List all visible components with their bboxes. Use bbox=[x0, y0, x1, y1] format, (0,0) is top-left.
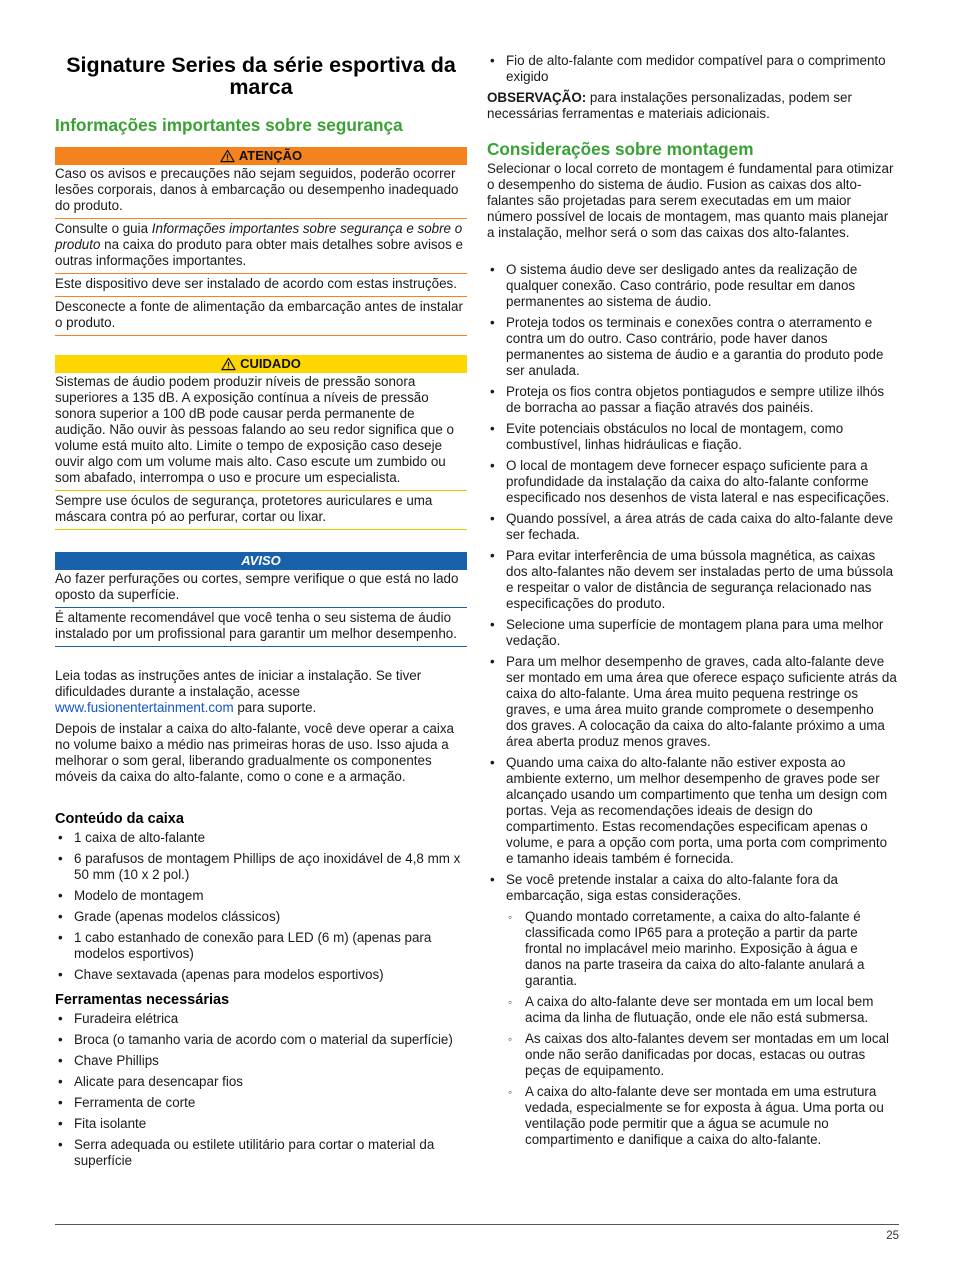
sub-list-item: ◦ A caixa do alto-falante deve ser montada em uma estrutura vedada, especialmente se for exposta à água. Uma porta ou ventilação pode permitir que a água se acumule no compartimento e danifique a caixa do alto-falante. bbox=[506, 1084, 897, 1148]
warning-item: Caso os avisos e precauções não sejam seguidos, poderão ocorrer lesões corporais, danos à embarcação ou desempenho inadequado do produto. bbox=[55, 165, 467, 219]
tools-section bbox=[55, 992, 467, 1174]
list-item: • Chave sextavada (apenas para modelos esportivos) bbox=[55, 967, 467, 983]
list-item: • Quando uma caixa do alto-falante não estiver exposta ao ambiente externo, um melhor desempenho de graves pode ser alcançado usando um compartimento que tenha um design com portas. Veja as recomendações ideais de design do compartimento. Estas recomendações especificam apenas o volume, e para a opção com porta, uma porta com comprimento e tamanho ideais também é fornecida. bbox=[487, 755, 897, 867]
tools-list-continued bbox=[487, 53, 897, 90]
list-item: • Evite potenciais obstáculos no local de montagem, como combustível, linhas hidráulicas e fiação. bbox=[487, 421, 897, 453]
sub-list-item: ◦ Quando montado corretamente, a caixa do alto-falante é classificada como IP65 para a proteção a partir da parte frontal no implacável meio marinho. Exposição à água e danos na parte traseira da caixa do alto-falante anulará a garantia. bbox=[506, 909, 897, 989]
list-item: • Fio de alto-falante com medidor compatível para o comprimento exigido bbox=[487, 53, 897, 85]
warning-bar bbox=[55, 147, 467, 165]
list-item: • Para um melhor desempenho de graves, cada alto-falante deve ser montado em uma área que oferece espaço suficiente atrás da caixa do alto-falante. Uma área muito pequena restringe os graves, e uma área muito grande compromete o desempenho dos graves. A colocação da caixa do alto-falante próximo a uma área aberta produz menos graves. bbox=[487, 654, 897, 750]
sub-list-item: ◦ As caixas dos alto-falantes devem ser montadas em um local onde não serão danificadas por docas, estacas ou outras peças de equipamento. bbox=[506, 1031, 897, 1079]
list-item: • Fita isolante bbox=[55, 1116, 467, 1132]
mounting-heading: Considerações sobre montagem bbox=[487, 139, 754, 159]
mounting-intro: Selecionar o local correto de montagem é fundamental para otimizar o desempenho do sistema de áudio. Fusion as caixas dos alto-falantes são projetadas para serem executadas em um maior número possível de locais de montagem, mas quanto mais planejar a instalação, melhor será o som das caixas dos alto-falantes. bbox=[487, 161, 894, 240]
list-item: • 6 parafusos de montagem Phillips de aço inoxidável de 4,8 mm x 50 mm (10 x 2 pol.) bbox=[55, 851, 467, 883]
list-item: • Grade (apenas modelos clássicos) bbox=[55, 909, 467, 925]
list-item: • Chave Phillips bbox=[55, 1053, 467, 1069]
notice-box bbox=[55, 552, 467, 647]
list-item: • Serra adequada ou estilete utilitário para cortar o material da superfície bbox=[55, 1137, 467, 1169]
tools-list bbox=[55, 1011, 467, 1169]
list-item: • 1 caixa de alto-falante bbox=[55, 830, 467, 846]
caution-box bbox=[55, 355, 467, 530]
caution-label: CUIDADO bbox=[240, 356, 301, 371]
support-link[interactable]: www.fusionentertainment.com bbox=[55, 700, 234, 715]
mounting-list bbox=[487, 262, 897, 1153]
tools-heading: Ferramentas necessárias bbox=[55, 992, 230, 1008]
break-in-paragraph: Depois de instalar a caixa do alto-falante, você deve operar a caixa no volume baixo a médio nas primeiras horas de uso. Isso ajuda a melhorar o som geral, liberando gradualmente os componentes móveis da caixa do alto-falante, como o cone e a armação. bbox=[55, 721, 454, 784]
list-item: • O local de montagem deve fornecer espaço suficiente para a profundidade da instalação da caixa do alto-falante conforme especificado nos desenhos de vista lateral e nas especificações. bbox=[487, 458, 897, 506]
list-item: • Se você pretende instalar a caixa do alto-falante fora da embarcação, siga estas considerações. ◦ Quando montado corretamente, a caixa do alto-falante é classificada como IP65 para a proteção a partir da parte frontal no implacável meio marinho. Exposição à água e danos na parte traseira da caixa do alto-falante anulará a garantia. ◦ A caixa do alto-falante deve ser montada em um local bem acima da linha de flutuação, onde ele não está submersa. ◦ As caixas dos alto-falantes devem ser montadas em um local onde não serão danificadas por docas, estacas ou outras peças de equipamento. ◦ A caixa do alto-falante deve ser montada em uma estrutura vedada, especialmente se for exposta à água. Uma porta ou ventilação pode permitir que a água se acumule no compartimento e danifique a caixa do alto-falante. bbox=[487, 872, 897, 1148]
caution-item: Sistemas de áudio podem produzir níveis de pressão sonora superiores a 135 dB. A exposição contínua a níveis de pressão sonora superior a 100 dB pode causar perda permanente de audição. Não ouvir às pessoas falando ao seu redor significa que o volume está muito alto. Limite o tempo de exposição caso deseje ouvir algo com um volume mais alto. Caso escute um zumbido ou som abafado, interrompa o uso e procure um especialista. bbox=[55, 373, 467, 491]
list-item: • Broca (o tamanho varia de acordo com o material da superfície) bbox=[55, 1032, 467, 1048]
list-item: • O sistema áudio deve ser desligado antes da realização de qualquer conexão. Caso contrário, pode resultar em danos permanentes ao sistema de áudio. bbox=[487, 262, 897, 310]
warning-box bbox=[55, 147, 467, 336]
tools-note: OBSERVAÇÃO: para instalações personalizadas, podem ser necessárias ferramentas e materiais adicionais. bbox=[487, 90, 852, 121]
box-contents-heading: Conteúdo da caixa bbox=[55, 811, 184, 827]
list-item: • Proteja os fios contra objetos pontiagudos e sempre utilize ilhós de borracha ao passar a fiação através dos painéis. bbox=[487, 384, 897, 416]
intro-paragraph: Leia todas as instruções antes de iniciar a instalação. Se tiver dificuldades durante a instalação, acesse www.fusionentertainment.com para suporte. bbox=[55, 668, 422, 715]
warning-item: Consulte o guia Informações importantes sobre segurança e sobre o produto na caixa do produto para obter mais detalhes sobre avisos e outras informações importantes. bbox=[55, 219, 467, 274]
warning-label: ATENÇÃO bbox=[238, 148, 303, 163]
footer-divider bbox=[55, 1224, 899, 1225]
safety-heading: Informações importantes sobre segurança bbox=[55, 115, 403, 135]
list-item: • Ferramenta de corte bbox=[55, 1095, 467, 1111]
list-item: • Para evitar interferência de uma bússola magnética, as caixas dos alto-falantes não devem ser instaladas perto de uma bússola e respeitar o valor de distância de segurança relacionado nas especificações do produto. bbox=[487, 548, 897, 612]
guide-title: Informações importantes sobre segurança e sobre o produto bbox=[55, 221, 463, 252]
notice-item: Ao fazer perfurações ou cortes, sempre verifique o que está no lado oposto da superfície. bbox=[55, 570, 467, 608]
sub-list-item: ◦ A caixa do alto-falante deve ser montada em um local bem acima da linha de flutuação, onde ele não está submersa. bbox=[506, 994, 897, 1026]
warning-item: Desconecte a fonte de alimentação da embarcação antes de instalar o produto. bbox=[55, 297, 467, 336]
page-number: 25 bbox=[886, 1230, 899, 1242]
notice-bar: AVISO bbox=[55, 552, 467, 570]
warning-item: Este dispositivo deve ser instalado de acordo com estas instruções. bbox=[55, 274, 467, 297]
caution-item: Sempre use óculos de segurança, protetores auriculares e uma máscara contra pó ao perfurar, cortar ou lixar. bbox=[55, 491, 467, 530]
list-item: • Modelo de montagem bbox=[55, 888, 467, 904]
document-title: Signature Series da série esportiva da marca bbox=[66, 53, 456, 99]
outdoor-sublist bbox=[506, 909, 897, 1148]
list-item: • Furadeira elétrica bbox=[55, 1011, 467, 1027]
list-item: • Proteja todos os terminais e conexões contra o aterramento e contra um do outro. Caso contrário, pode haver danos permanentes ao sistema de áudio e a garantia do produto pode ser anulada. bbox=[487, 315, 897, 379]
list-item: • Alicate para desencapar fios bbox=[55, 1074, 467, 1090]
list-item: • Quando possível, a área atrás de cada caixa do alto-falante deve ser fechada. bbox=[487, 511, 897, 543]
caution-bar bbox=[55, 355, 467, 373]
warning-triangle-icon bbox=[220, 149, 235, 163]
caution-triangle-icon bbox=[221, 357, 236, 371]
list-item: • Selecione uma superfície de montagem plana para uma melhor vedação. bbox=[487, 617, 897, 649]
box-contents-section bbox=[55, 811, 467, 988]
box-contents-list bbox=[55, 830, 467, 983]
note-label: OBSERVAÇÃO: bbox=[487, 90, 587, 105]
notice-item: É altamente recomendável que você tenha o seu sistema de áudio instalado por um profissional para garantir um melhor desempenho. bbox=[55, 608, 467, 647]
list-item: • 1 cabo estanhado de conexão para LED (6 m) (apenas para modelos esportivos) bbox=[55, 930, 467, 962]
